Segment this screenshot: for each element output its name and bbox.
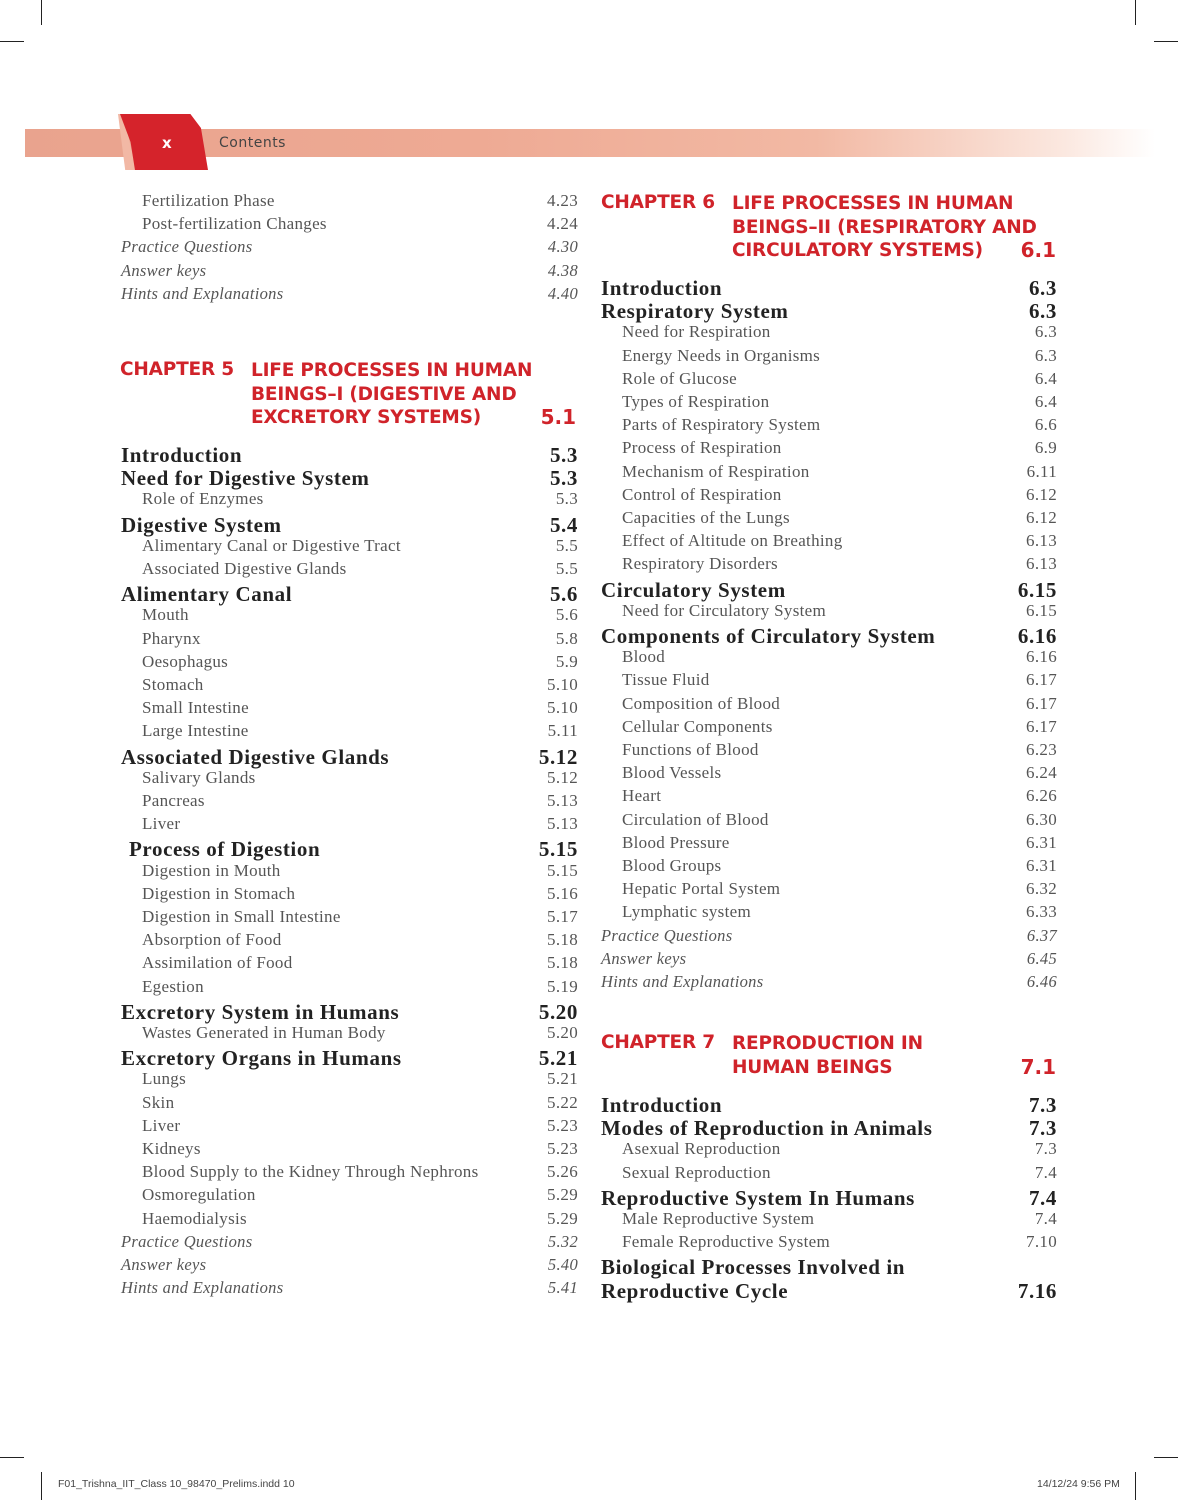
chapter-title-line: EXCRETORY SYSTEMS) xyxy=(251,407,482,428)
toc-entry-title: Associated Digestive Glands xyxy=(121,744,390,769)
toc-entry-title: Lymphatic system xyxy=(622,902,751,922)
toc-subsection-entry[interactable] xyxy=(121,1162,578,1182)
toc-entry-title: Blood Vessels xyxy=(622,763,722,783)
footer-timestamp: 14/12/24 9:56 PM xyxy=(1037,1478,1120,1490)
toc-subsection-entry[interactable] xyxy=(121,1069,578,1089)
toc-entry-page: 4.23 xyxy=(547,191,578,210)
toc-entry-page: 5.3 xyxy=(549,443,578,467)
toc-subsection-entry[interactable] xyxy=(121,1116,578,1136)
toc-section-entry[interactable] xyxy=(121,443,578,468)
toc-entry-page: 4.30 xyxy=(547,237,578,257)
toc-entry-page: 5.23 xyxy=(547,1115,578,1135)
toc-entry-title: Blood xyxy=(622,647,666,667)
toc-entry-title: Introduction xyxy=(601,1093,723,1117)
toc-entry-title: Salivary Glands xyxy=(142,767,256,787)
toc-entry-page: 5.5 xyxy=(555,535,578,555)
toc-entry-title: Answer keys xyxy=(121,260,207,280)
toc-entry-title: Heart xyxy=(622,786,662,806)
toc-entry-title: Respiratory System xyxy=(601,299,789,324)
toc-entry-title: Types of Respiration xyxy=(622,392,770,411)
toc-entry-page: 5.10 xyxy=(547,698,578,718)
chapter-7-entries xyxy=(601,0,1057,1310)
toc-entry-page: 5.3 xyxy=(549,466,578,491)
toc-subsection-entry[interactable] xyxy=(121,652,578,672)
toc-subsection-entry[interactable] xyxy=(121,930,578,950)
toc-entry-page: 6.9 xyxy=(1034,438,1057,458)
toc-entry-page: 6.17 xyxy=(1026,693,1057,713)
toc-entry-page: 6.17 xyxy=(1026,716,1057,736)
toc-entry-title: Egestion xyxy=(142,976,204,996)
toc-entry-title: Parts of Respiratory System xyxy=(622,415,821,435)
toc-entry-page: 6.31 xyxy=(1026,832,1057,852)
toc-entry-title: Male Reproductive System xyxy=(622,1209,815,1228)
toc-entry-page: 6.45 xyxy=(1026,948,1057,968)
crop-mark xyxy=(0,1457,24,1458)
toc-entry-title: Fertilization Phase xyxy=(142,191,275,210)
toc-subsection-entry[interactable] xyxy=(121,629,578,649)
toc-entry-page: 5.6 xyxy=(555,605,578,625)
toc-entry-title: Absorption of Food xyxy=(142,930,282,950)
chapter-title-line: LIFE PROCESSES IN HUMAN xyxy=(251,360,533,381)
crop-mark xyxy=(41,1472,42,1500)
toc-entry-page: 5.32 xyxy=(547,1231,578,1251)
toc-entry-title: Reproductive Cycle xyxy=(601,1278,789,1303)
toc-entry-title: Excretory Organs in Humans xyxy=(121,1046,402,1071)
toc-entry-page: 5.4 xyxy=(549,512,578,537)
toc-entry-title: Need for Digestive System xyxy=(121,466,370,491)
toc-entry-page: 7.3 xyxy=(1034,1139,1057,1159)
toc-entry-title: Oesophagus xyxy=(142,651,229,671)
toc-entry-title: Blood Pressure xyxy=(622,832,730,852)
toc-entry-page: 6.12 xyxy=(1026,508,1057,527)
toc-entry-page: 5.20 xyxy=(538,999,578,1024)
toc-entry-page: 6.4 xyxy=(1034,392,1057,411)
toc-entry-page: 6.37 xyxy=(1026,925,1057,945)
toc-entry-title: Practice Questions xyxy=(601,925,733,945)
toc-entry-title: Lungs xyxy=(142,1069,186,1089)
toc-entry-title: Assimilation of Food xyxy=(142,953,293,973)
toc-entry-page: 6.16 xyxy=(1017,624,1057,648)
toc-entry-page: 6.30 xyxy=(1026,809,1057,829)
toc-entry-title: Reproductive System In Humans xyxy=(601,1185,915,1210)
toc-entry-title: Kidneys xyxy=(142,1139,201,1158)
toc-entry-title: Functions of Blood xyxy=(622,740,759,759)
chapter-label: CHAPTER 6 xyxy=(601,192,715,213)
toc-section-entry[interactable] xyxy=(121,1046,578,1071)
chapter-title-line: CIRCULATORY SYSTEMS) xyxy=(732,240,983,261)
toc-subsection-entry[interactable] xyxy=(121,977,578,997)
toc-entry-title: Practice Questions xyxy=(121,237,253,257)
toc-entry-page: 6.3 xyxy=(1028,276,1057,300)
toc-entry-title: Need for Respiration xyxy=(622,322,771,342)
toc-entry-page: 5.12 xyxy=(547,767,578,787)
toc-entry-page: 5.10 xyxy=(547,675,578,694)
toc-entry-title: Digestive System xyxy=(121,512,282,537)
toc-subsection-entry[interactable] xyxy=(121,536,578,556)
toc-entry-title: Role of Enzymes xyxy=(142,489,264,509)
toc-entry-title: Sexual Reproduction xyxy=(622,1162,771,1182)
toc-entry-title: Energy Needs in Organisms xyxy=(622,345,821,365)
toc-entry-page: 6.24 xyxy=(1026,763,1057,783)
toc-subsection-entry[interactable] xyxy=(121,721,578,741)
toc-back-matter-entry[interactable] xyxy=(121,1278,578,1298)
toc-entry-page: 5.12 xyxy=(538,744,578,769)
toc-entry-title: Associated Digestive Glands xyxy=(142,559,347,578)
toc-entry-page: 6.11 xyxy=(1026,461,1057,481)
toc-section-entry[interactable] xyxy=(601,1186,1057,1211)
toc-entry-title: Hints and Explanations xyxy=(601,972,764,991)
toc-entry-title: Liver xyxy=(142,1115,181,1135)
toc-entry-title: Biological Processes Involved in xyxy=(601,1255,906,1280)
toc-entry-page: 5.11 xyxy=(547,721,578,741)
toc-entry-title: Process of Digestion xyxy=(129,837,321,862)
toc-subsection-entry[interactable] xyxy=(121,698,578,718)
toc-section-entry[interactable] xyxy=(121,582,578,607)
toc-entry-title: Alimentary Canal xyxy=(121,582,293,607)
toc-entry-page: 7.10 xyxy=(1026,1232,1057,1252)
toc-entry-page: 5.21 xyxy=(538,1046,578,1071)
toc-entry-title: Female Reproductive System xyxy=(622,1232,830,1252)
toc-entry-title: Hepatic Portal System xyxy=(622,879,781,899)
toc-entry-title: Tissue Fluid xyxy=(622,670,710,690)
toc-subsection-entry[interactable] xyxy=(121,1093,578,1113)
toc-back-matter-entry[interactable] xyxy=(121,1255,578,1275)
toc-subsection-entry[interactable] xyxy=(121,1139,578,1159)
toc-entry-page: 4.40 xyxy=(547,283,578,303)
toc-entry-page: 5.29 xyxy=(547,1208,578,1228)
toc-entry-page: 5.15 xyxy=(547,860,578,880)
toc-entry-title: Need for Circulatory System xyxy=(622,600,827,620)
toc-entry-title: Hints and Explanations xyxy=(121,283,284,303)
toc-entry-page: 5.15 xyxy=(538,837,578,862)
toc-entry-title: Digestion in Mouth xyxy=(142,860,281,880)
toc-subsection-entry[interactable] xyxy=(601,1209,1057,1229)
toc-entry-title: Modes of Reproduction in Animals xyxy=(601,1116,933,1141)
toc-entry-page: 6.15 xyxy=(1017,577,1057,602)
toc-entry-title: Introduction xyxy=(121,443,243,467)
toc-entry-title: Osmoregulation xyxy=(142,1185,256,1205)
toc-entry-page: 6.4 xyxy=(1034,368,1057,388)
toc-subsection-entry[interactable] xyxy=(121,907,578,927)
chapter-title-line: REPRODUCTION IN xyxy=(732,1033,923,1054)
header-title: Contents xyxy=(219,135,286,151)
toc-entry-page: 5.13 xyxy=(547,814,578,834)
toc-entry-page: 6.6 xyxy=(1034,415,1057,435)
toc-section-entry[interactable] xyxy=(601,1116,1057,1141)
toc-subsection-entry[interactable] xyxy=(121,675,578,695)
toc-entry-title: Answer keys xyxy=(601,948,687,968)
toc-entry-title: Blood Groups xyxy=(622,856,722,875)
toc-entry-page: 7.16 xyxy=(1017,1278,1057,1303)
toc-subsection-entry[interactable] xyxy=(121,953,578,973)
toc-entry-title: Hints and Explanations xyxy=(121,1278,284,1298)
toc-section-entry[interactable] xyxy=(121,1000,578,1025)
page-number: x xyxy=(162,134,172,152)
toc-entry-page: 5.22 xyxy=(547,1092,578,1112)
toc-entry-title: Mechanism of Respiration xyxy=(622,461,810,481)
toc-entry-page: 4.24 xyxy=(547,214,578,234)
toc-entry-title: Control of Respiration xyxy=(622,484,782,504)
toc-entry-title: Respiratory Disorders xyxy=(622,554,778,574)
toc-entry-page: 6.23 xyxy=(1026,740,1057,759)
toc-entry-page: 6.32 xyxy=(1026,879,1057,899)
toc-entry-title: Alimentary Canal or Digestive Tract xyxy=(142,535,401,555)
chapter-page: 6.1 xyxy=(1020,238,1056,262)
crop-mark xyxy=(1135,1472,1136,1500)
toc-entry-page: 6.16 xyxy=(1026,647,1057,667)
toc-entry-title: Answer keys xyxy=(121,1255,207,1274)
chapter-label: CHAPTER 7 xyxy=(601,1032,715,1053)
chapter-title-line: BEINGS–II (RESPIRATORY AND xyxy=(732,216,1037,238)
toc-entry-title: Skin xyxy=(142,1092,175,1112)
crop-mark xyxy=(0,41,24,42)
chapter-title-line: LIFE PROCESSES IN HUMAN xyxy=(732,193,1014,214)
chapter-5-entries xyxy=(121,0,578,1310)
toc-entry-page: 5.26 xyxy=(547,1162,578,1182)
toc-entry-title: Components of Circulatory System xyxy=(601,624,936,648)
toc-entry-title: Liver xyxy=(142,814,181,834)
toc-entry-page: 6.46 xyxy=(1026,972,1057,991)
toc-back-matter-entry[interactable] xyxy=(121,1232,578,1252)
toc-entry-page: 6.3 xyxy=(1034,345,1057,365)
toc-entry-page: 4.38 xyxy=(547,260,578,280)
toc-entry-title: Small Intestine xyxy=(142,698,249,718)
toc-subsection-entry[interactable] xyxy=(121,1023,578,1043)
toc-entry-page: 6.33 xyxy=(1026,902,1057,922)
toc-entry-title: Large Intestine xyxy=(142,721,249,741)
toc-entry-page: 7.3 xyxy=(1028,1093,1057,1117)
toc-entry-title: Pharynx xyxy=(142,628,201,648)
toc-subsection-entry[interactable] xyxy=(601,1139,1057,1159)
toc-entry-page: 5.3 xyxy=(555,489,578,509)
toc-entry-title: Haemodialysis xyxy=(142,1208,247,1228)
toc-entry-page: 5.23 xyxy=(547,1139,578,1158)
toc-entry-page: 6.31 xyxy=(1026,856,1057,875)
toc-entry-title: Introduction xyxy=(601,276,723,300)
toc-entry-page: 5.6 xyxy=(549,582,578,607)
toc-subsection-entry[interactable] xyxy=(121,768,578,788)
toc-subsection-entry[interactable] xyxy=(601,1232,1057,1252)
crop-mark xyxy=(1154,41,1178,42)
toc-entry-page: 6.17 xyxy=(1026,670,1057,690)
toc-entry-page: 6.12 xyxy=(1026,484,1057,504)
toc-entry-title: Blood Supply to the Kidney Through Nephrons xyxy=(142,1162,479,1182)
toc-subsection-entry[interactable] xyxy=(121,861,578,881)
toc-entry-page: 6.13 xyxy=(1026,531,1057,551)
toc-entry-title: Cellular Components xyxy=(622,716,773,736)
toc-subsection-entry[interactable] xyxy=(121,489,578,509)
toc-entry-page: 5.20 xyxy=(547,1023,578,1042)
toc-entry-title: Composition of Blood xyxy=(622,693,781,713)
toc-entry-page: 6.3 xyxy=(1028,299,1057,324)
toc-entry-title: Digestion in Small Intestine xyxy=(142,907,341,926)
chapter-page: 5.1 xyxy=(540,405,576,429)
toc-entry-title: Capacities of the Lungs xyxy=(622,508,790,527)
toc-subsection-entry[interactable] xyxy=(121,605,578,625)
toc-entry-page: 6.13 xyxy=(1026,554,1057,574)
toc-entry-page: 7.3 xyxy=(1028,1116,1057,1141)
toc-entry-page: 5.19 xyxy=(547,976,578,996)
toc-entry-page: 5.18 xyxy=(547,953,578,973)
toc-section-entry[interactable] xyxy=(601,1255,1057,1280)
toc-subsection-entry[interactable] xyxy=(121,884,578,904)
toc-entry-page: 7.4 xyxy=(1034,1162,1057,1182)
crop-mark xyxy=(1154,1457,1178,1458)
toc-entry-title: Asexual Reproduction xyxy=(622,1139,781,1159)
chapter-page: 7.1 xyxy=(1020,1055,1056,1079)
toc-entry-title: Effect of Altitude on Breathing xyxy=(622,531,843,551)
toc-entry-page: 5.17 xyxy=(547,907,578,926)
toc-section-entry[interactable] xyxy=(601,1279,1057,1304)
toc-entry-title: Mouth xyxy=(142,605,189,625)
toc-entry-page: 5.5 xyxy=(555,559,578,578)
toc-entry-title: Process of Respiration xyxy=(622,438,782,458)
toc-entry-page: 6.3 xyxy=(1034,322,1057,342)
toc-section-entry[interactable] xyxy=(121,745,578,770)
toc-subsection-entry[interactable] xyxy=(121,1185,578,1205)
toc-entry-page: 5.18 xyxy=(547,930,578,950)
toc-section-entry[interactable] xyxy=(121,513,578,538)
toc-section-entry[interactable] xyxy=(601,1093,1057,1118)
toc-subsection-entry[interactable] xyxy=(121,559,578,579)
toc-subsection-entry[interactable] xyxy=(601,1163,1057,1183)
crop-mark xyxy=(1135,0,1136,25)
toc-entry-page: 6.26 xyxy=(1026,786,1057,806)
toc-entry-title: Role of Glucose xyxy=(622,368,737,388)
toc-entry-page: 5.41 xyxy=(547,1278,578,1298)
toc-entry-page: 5.9 xyxy=(555,651,578,671)
crop-mark xyxy=(41,0,42,25)
chapter-title-line: BEINGS–I (DIGESTIVE AND xyxy=(251,383,517,405)
toc-subsection-entry[interactable] xyxy=(121,791,578,811)
toc-entry-page: 7.4 xyxy=(1028,1185,1057,1210)
toc-entry-title: Circulation of Blood xyxy=(622,809,769,829)
toc-entry-title: Practice Questions xyxy=(121,1231,253,1251)
toc-entry-title: Pancreas xyxy=(142,791,205,810)
toc-entry-page: 6.15 xyxy=(1026,600,1057,620)
toc-section-entry[interactable] xyxy=(121,837,578,862)
toc-entry-title: Digestion in Stomach xyxy=(142,883,296,903)
toc-entry-page: 5.29 xyxy=(547,1185,578,1205)
toc-entry-title: Circulatory System xyxy=(601,577,786,602)
toc-entry-page: 7.4 xyxy=(1034,1209,1057,1228)
toc-entry-title: Stomach xyxy=(142,675,204,694)
toc-entry-title: Wastes Generated in Human Body xyxy=(142,1023,386,1042)
footer-file-name: F01_Trishna_IIT_Class 10_98470_Prelims.indd 10 xyxy=(58,1478,295,1490)
toc-subsection-entry[interactable] xyxy=(121,814,578,834)
toc-entry-page: 5.8 xyxy=(555,628,578,648)
toc-entry-title: Post-fertilization Changes xyxy=(142,214,327,234)
toc-section-entry[interactable] xyxy=(121,466,578,491)
toc-entry-page: 5.16 xyxy=(547,883,578,903)
chapter-label: CHAPTER 5 xyxy=(120,359,234,380)
chapter-title-line: HUMAN BEINGS xyxy=(732,1056,893,1078)
toc-entry-page: 5.13 xyxy=(547,791,578,810)
toc-subsection-entry[interactable] xyxy=(121,1209,578,1229)
toc-entry-title: Excretory System in Humans xyxy=(121,999,400,1024)
toc-entry-page: 5.21 xyxy=(547,1069,578,1089)
toc-entry-page: 5.40 xyxy=(547,1255,578,1274)
